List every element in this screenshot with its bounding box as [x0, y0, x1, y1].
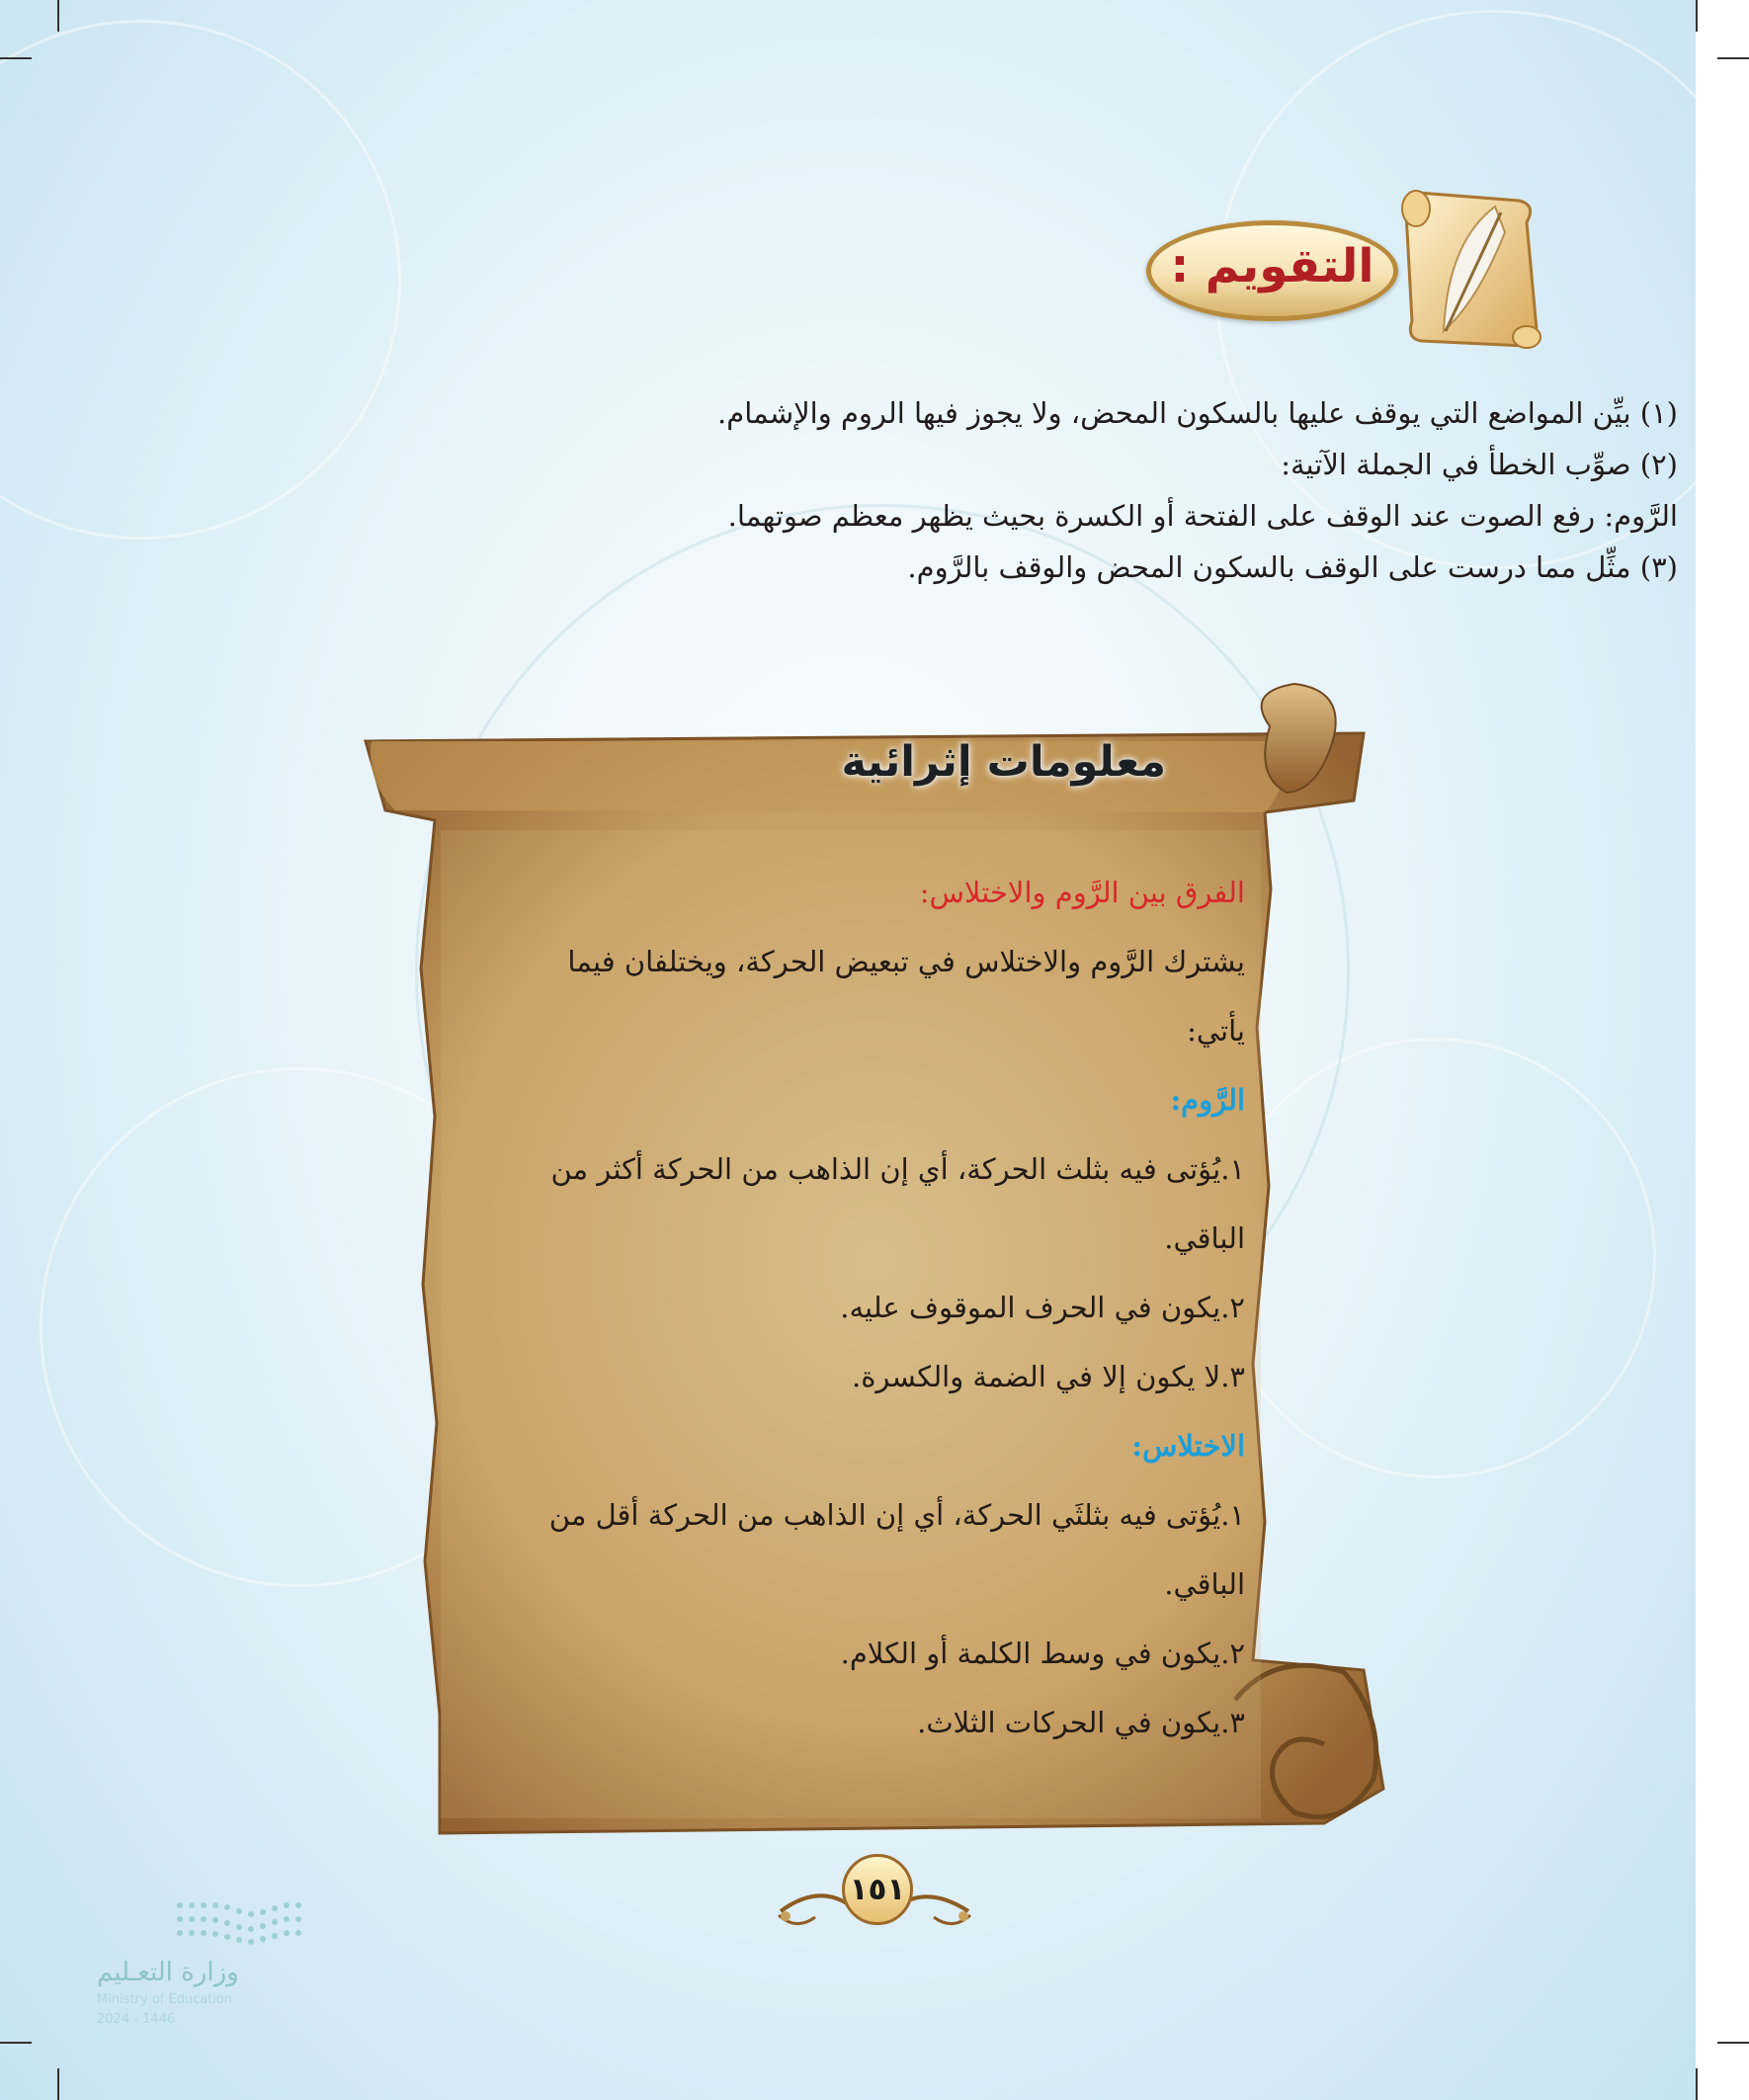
ikhtilas-item: الباقي. — [1164, 1567, 1245, 1601]
rawm-item: الباقي. — [1164, 1221, 1245, 1255]
question-2: (٢) صوِّب الخطأ في الجملة الآتية: — [1281, 448, 1678, 481]
edition-year: 2024 - 1446 — [97, 2012, 176, 2027]
assessment-questions — [433, 387, 1678, 593]
ministry-name-english: Ministry of Education — [97, 1992, 233, 2007]
enrichment-scroll — [346, 672, 1403, 1838]
question-3: (٣) مثِّل مما درست على الوقف بالسكون المحض والوقف بالرَّوم. — [907, 550, 1678, 584]
ministry-logo — [97, 1895, 265, 2034]
section-title: التقويم : — [1170, 239, 1374, 294]
ministry-name-arabic: وزارة التعـليم — [97, 1958, 239, 1987]
page-number-ornament — [761, 1844, 988, 1943]
crop-mark — [0, 57, 32, 59]
rawm-item: ٣.لا يكون إلا في الضمة والكسرة. — [852, 1360, 1245, 1393]
enrichment-content — [464, 858, 1245, 1757]
rawm-item: ٢.يكون في الحرف الموقوف عليه. — [840, 1291, 1245, 1324]
scroll-quill-icon — [1388, 183, 1558, 351]
rawm-item: ١.يُؤتى فيه بثلث الحركة، أي إن الذاهب من الحركة أكثر من — [550, 1152, 1245, 1186]
page-number: ١٥١ — [842, 1854, 913, 1925]
crop-mark — [1696, 2068, 1698, 2100]
crop-mark — [57, 0, 59, 32]
enrichment-subheading: الفرق بين الرَّوم والاختلاس: — [919, 876, 1245, 909]
crop-mark — [0, 2042, 32, 2044]
ikhtilas-item: ٢.يكون في وسط الكلمة أو الكلام. — [840, 1637, 1245, 1670]
ministry-dots-icon — [170, 1895, 318, 1951]
ikhtilas-item: ١.يُؤتى فيه بثلثَي الحركة، أي إن الذاهب من الحركة أقل من — [548, 1498, 1245, 1532]
ikhtilas-item: ٣.يكون في الحركات الثلاث. — [917, 1706, 1245, 1739]
ikhtilas-title: الاختلاس: — [1131, 1429, 1245, 1463]
rawm-title: الرَّوم: — [1170, 1083, 1245, 1117]
intro-line: يشترك الرَّوم والاختلاس في تبعيض الحركة، ويختلفان فيما — [567, 945, 1245, 978]
crop-mark — [1717, 2042, 1749, 2044]
crop-mark — [57, 2068, 59, 2100]
intro-line: يأتي: — [1187, 1014, 1245, 1048]
crop-mark — [1696, 0, 1698, 32]
enrichment-heading: معلومات إثرائية — [841, 737, 1166, 787]
assessment-header — [1146, 183, 1571, 351]
question-2-statement: الرَّوم: رفع الصوت عند الوقف على الفتحة أو الكسرة بحيث يظهر معظم صوتهما. — [727, 499, 1678, 533]
crop-mark — [1717, 57, 1749, 59]
question-1: (١) بيِّن المواضع التي يوقف عليها بالسكون المحض، ولا يجوز فيها الروم والإشمام. — [717, 396, 1678, 430]
